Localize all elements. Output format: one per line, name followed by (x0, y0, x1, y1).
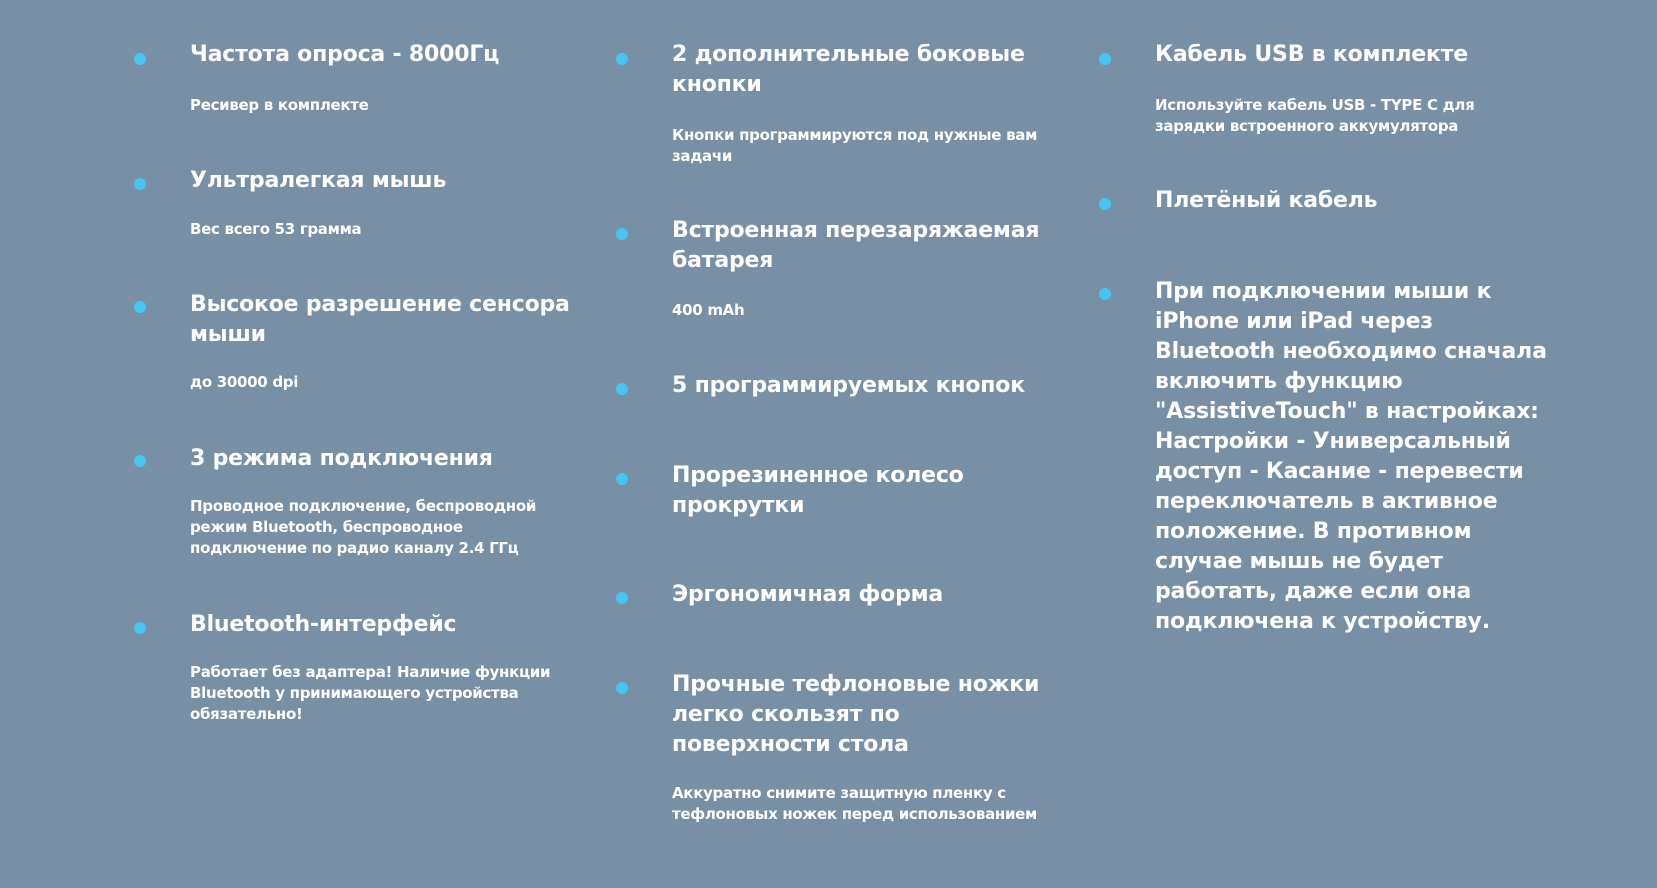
bullet-icon (616, 682, 628, 694)
bullet-icon (134, 455, 146, 467)
feature-title-line: Ультралегкая мышь (190, 168, 447, 193)
feature-title-line: включить функцию (1155, 369, 1403, 394)
feature-title-line: работать, даже если она (1155, 579, 1472, 604)
feature-description-line: Аккуратно снимите защитную пленку с (672, 784, 1006, 802)
feature-description-line: тефлоновых ножек перед использованием (672, 805, 1038, 823)
feature-title-line: Bluetooth-интерфейс (190, 612, 457, 637)
feature-description-line: Кнопки программируются под нужные вам (672, 126, 1038, 144)
feature-description-line: зарядки встроенного аккумулятора (1155, 117, 1459, 135)
feature-description-line: Вес всего 53 грамма (190, 220, 362, 238)
feature-description (190, 95, 369, 116)
bullet-icon (616, 383, 628, 395)
bullet-icon (134, 301, 146, 313)
feature-description-line: Проводное подключение, беспроводной (190, 497, 537, 515)
feature-title (672, 216, 1039, 276)
feature-description-line: обязательно! (190, 705, 303, 723)
feature-title-line: кнопки (672, 72, 762, 97)
feature-description-line: Работает без адаптера! Наличие функции (190, 663, 551, 681)
feature-description (190, 662, 550, 725)
feature-description (1155, 95, 1474, 137)
feature-title-line: iPhone или iPad через (1155, 309, 1433, 334)
feature-title-line: Bluetooth необходимо сначала (1155, 339, 1547, 364)
feature-description-line: 400 mAh (672, 301, 745, 319)
feature-title-line: 2 дополнительные боковые (672, 42, 1025, 67)
feature-title-line: легко скользят по (672, 702, 900, 727)
feature-title (190, 290, 570, 350)
feature-title (190, 40, 499, 70)
feature-description (672, 125, 1037, 167)
bullet-icon (134, 622, 146, 634)
feature-title-line: прокрутки (672, 493, 805, 518)
bullet-icon (616, 592, 628, 604)
feature-title-line: мыши (190, 322, 266, 347)
feature-title (190, 610, 456, 640)
feature-title-line: Кабель USB в комплекте (1155, 42, 1468, 67)
feature-title-line: 5 программируемых кнопок (672, 373, 1025, 398)
feature-title (672, 371, 1025, 401)
feature-description (190, 372, 298, 393)
feature-title-line: Частота опроса - 8000Гц (190, 42, 500, 67)
bullet-icon (1099, 53, 1111, 65)
feature-title-line: случае мышь не будет (1155, 549, 1443, 574)
feature-title-line: Прочные тефлоновые ножки (672, 672, 1040, 697)
feature-description-line: Bluetooth у принимающего устройства (190, 684, 519, 702)
bullet-icon (134, 53, 146, 65)
feature-title (190, 444, 493, 474)
feature-title-line: Высокое разрешение сенсора (190, 292, 570, 317)
feature-title (672, 670, 1039, 760)
feature-description (672, 783, 1037, 825)
feature-description-line: задачи (672, 147, 733, 165)
bullet-icon (134, 178, 146, 190)
feature-description-line: подключение по радио каналу 2.4 ГГц (190, 539, 519, 557)
feature-title-line: поверхности стола (672, 732, 909, 757)
feature-title (1155, 277, 1547, 637)
feature-description-line: до 30000 dpi (190, 373, 299, 391)
feature-title-line: При подключении мыши к (1155, 279, 1492, 304)
feature-title-line: Встроенная перезаряжаемая (672, 218, 1040, 243)
feature-title-line: Эргономичная форма (672, 582, 944, 607)
feature-description-line: Ресивер в комплекте (190, 96, 369, 114)
feature-title (672, 580, 943, 610)
feature-description-line: режим Bluetooth, беспроводное (190, 518, 463, 536)
feature-title (1155, 186, 1377, 216)
feature-title-line: доступ - Касание - перевести (1155, 459, 1524, 484)
feature-description (190, 496, 536, 559)
feature-title-line: подключена к устройству. (1155, 609, 1490, 634)
bullet-icon (616, 53, 628, 65)
feature-title (672, 40, 1025, 100)
feature-title-line: 3 режима подключения (190, 446, 493, 471)
feature-title-line: Настройки - Универсальный (1155, 429, 1511, 454)
feature-title (672, 461, 964, 521)
feature-title-line: батарея (672, 248, 774, 273)
feature-description (190, 219, 361, 240)
bullet-icon (1099, 288, 1111, 300)
feature-title (1155, 40, 1468, 70)
bullet-icon (1099, 198, 1111, 210)
bullet-icon (616, 228, 628, 240)
feature-title-line: "AssistiveTouch" в настройках: (1155, 399, 1539, 424)
bullet-icon (616, 473, 628, 485)
feature-title-line: Плетёный кабель (1155, 188, 1378, 213)
feature-title-line: положение. В противном (1155, 519, 1472, 544)
feature-title (190, 166, 446, 196)
feature-title-line: Прорезиненное колесо (672, 463, 964, 488)
feature-title-line: переключатель в активное (1155, 489, 1498, 514)
feature-description (672, 300, 744, 321)
feature-description-line: Используйте кабель USB - TYPE C для (1155, 96, 1475, 114)
